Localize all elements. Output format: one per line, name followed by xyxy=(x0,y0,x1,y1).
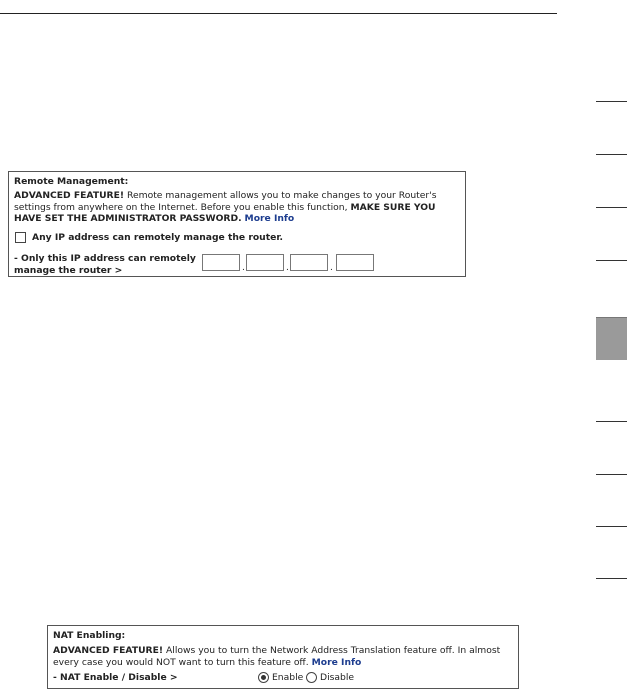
ip-octet-4-input[interactable] xyxy=(336,254,374,271)
remote-management-panel xyxy=(8,171,466,277)
remote-management-title: Remote Management: xyxy=(14,176,129,187)
enable-label[interactable]: Enable xyxy=(272,672,304,683)
nat-enabling-panel xyxy=(47,625,519,689)
enable-radio[interactable] xyxy=(258,672,269,683)
remote-management-description xyxy=(14,190,462,225)
nat-description xyxy=(53,645,515,668)
password-warning: MAKE SURE YOU HAVE SET THE ADMINISTRATOR PASSWORD. xyxy=(14,201,436,224)
any-ip-checkbox[interactable] xyxy=(15,232,26,243)
section-tab-marker-5 xyxy=(596,421,627,422)
section-tab-marker-6 xyxy=(596,474,627,475)
section-tab-marker-1 xyxy=(596,101,627,102)
section-tab-marker-7 xyxy=(596,526,627,527)
ip-separator: . xyxy=(242,263,245,273)
nat-description-text: Allows you to turn the Network Address Translation feature off. In almost every case you would NOT want to turn this feature off. xyxy=(53,645,501,668)
ip-octet-1-input[interactable] xyxy=(202,254,240,271)
ip-octet-3-input[interactable] xyxy=(290,254,328,271)
advanced-feature-label: ADVANCED FEATURE! xyxy=(53,645,164,656)
more-info-link[interactable]: More Info xyxy=(311,656,362,668)
section-tab-marker-8 xyxy=(596,578,627,579)
section-tab-marker-3 xyxy=(596,207,627,208)
section-tab-marker-4 xyxy=(596,260,627,261)
nat-toggle-row xyxy=(53,672,513,684)
nat-toggle-label: - NAT Enable / Disable > xyxy=(53,672,178,683)
more-info-link[interactable]: More Info xyxy=(244,213,295,224)
section-tab-marker-2 xyxy=(596,154,627,155)
ip-separator: . xyxy=(330,263,333,273)
section-tab-active xyxy=(596,317,627,360)
remote-description-text: Remote management allows you to make changes to your Router's settings from anywhere on the Internet. Before you enable this function, xyxy=(14,190,437,213)
disable-label[interactable]: Disable xyxy=(320,672,355,683)
only-ip-label: - Only this IP address can remotely manage the router > xyxy=(14,253,196,276)
advanced-feature-label: ADVANCED FEATURE! xyxy=(14,190,125,201)
ip-separator: . xyxy=(286,263,289,273)
disable-radio[interactable] xyxy=(306,672,317,683)
nat-enabling-title: NAT Enabling: xyxy=(53,630,126,641)
any-ip-label: Any IP address can remotely manage the router. xyxy=(32,232,284,243)
any-ip-option[interactable] xyxy=(15,232,283,244)
header-rule xyxy=(0,13,557,14)
ip-octet-2-input[interactable] xyxy=(246,254,284,271)
